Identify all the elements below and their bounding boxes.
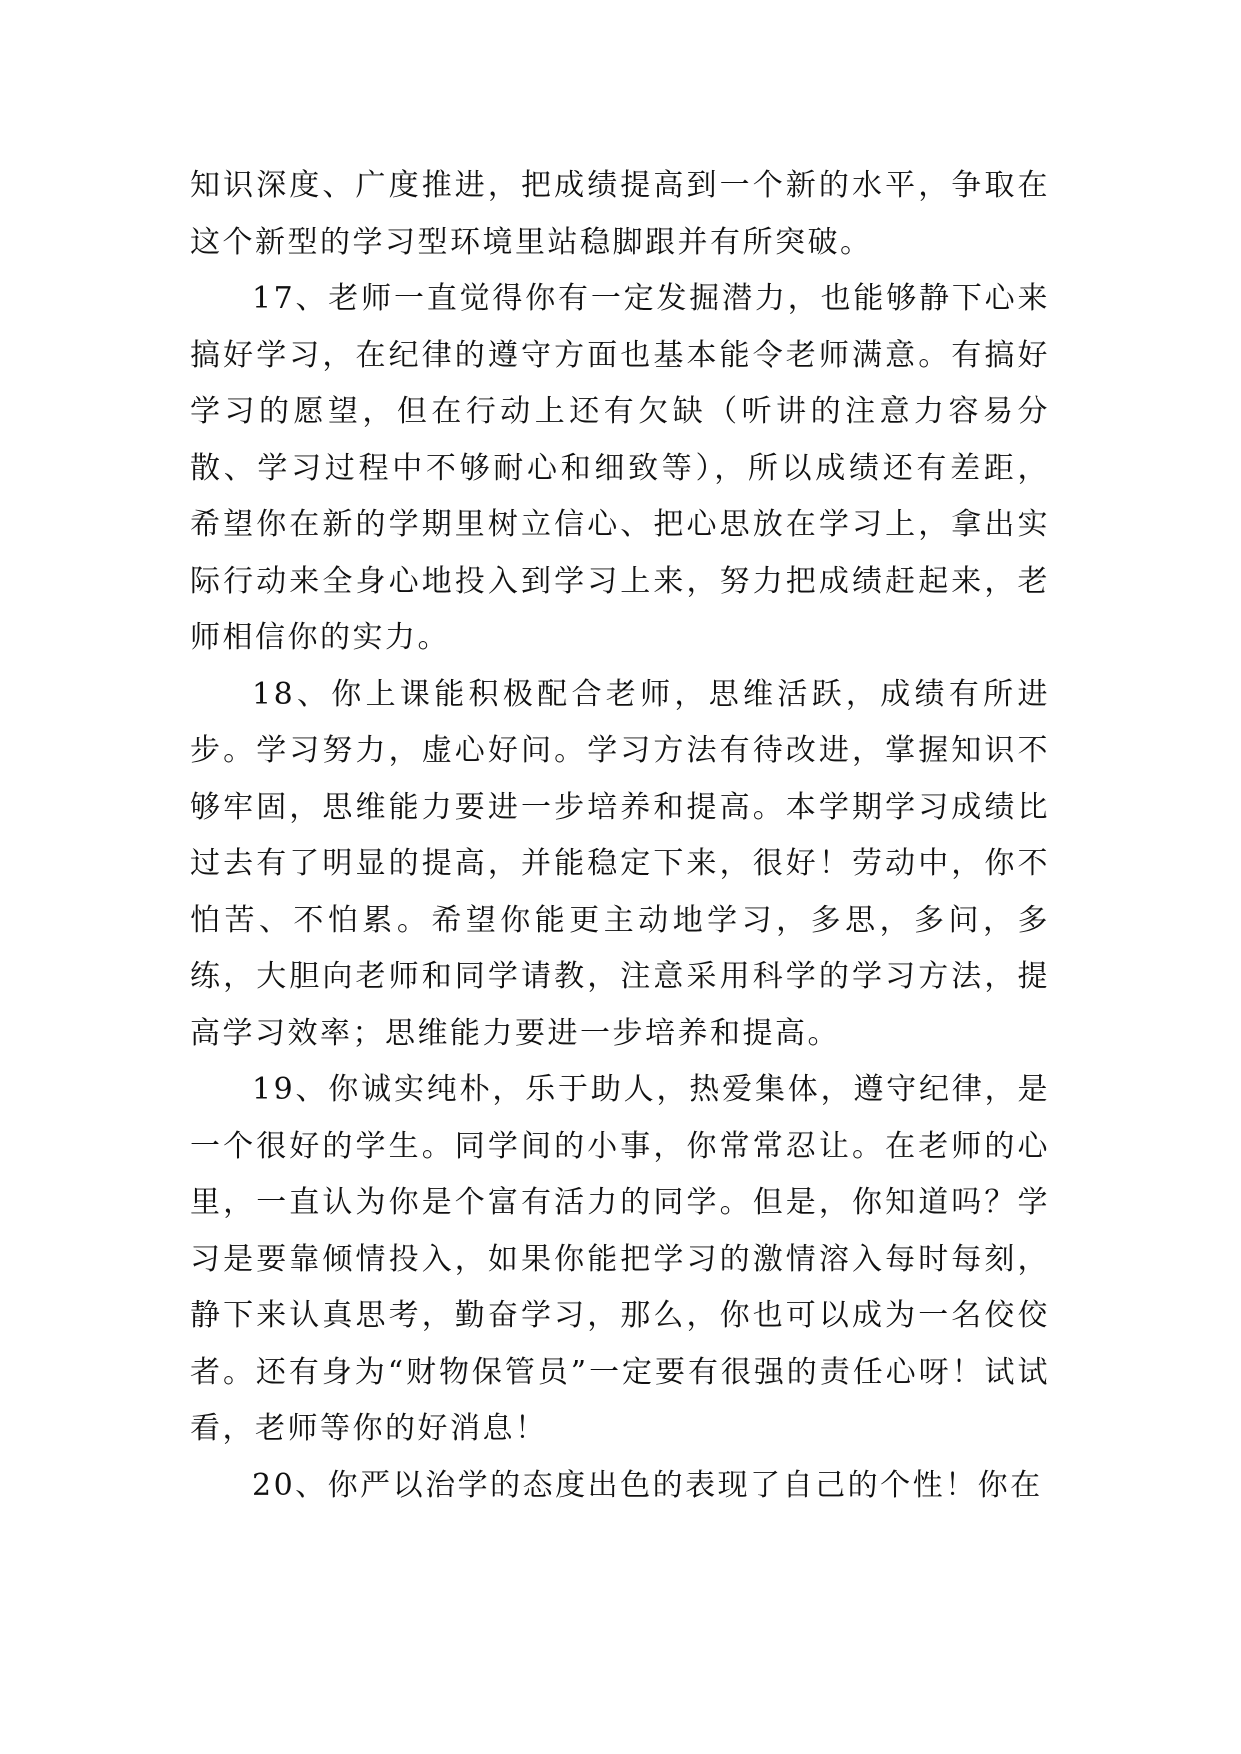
paragraph-continuation: 知识深度、广度推进，把成绩提高到一个新的水平，争取在这个新型的学习型环境里站稳脚跟并有所突破。	[190, 168, 1050, 260]
paragraph-comment-17: 17、老师一直觉得你有一定发掘潜力，也能够静下心来搞好学习，在纪律的遵守方面也基本能令老师满意。有搞好学习的愿望，但在行动上还有欠缺（听讲的注意力容易分散、学习过程中不够耐心和细致等），所以成绩还有差距，希望你在新的学期里树立信心、把心思放在学习上，拿出实际行动来全身心地投入到学习上来，努力把成绩赶起来，老师相信你的实力。	[190, 281, 1050, 655]
document-body	[190, 158, 1050, 1514]
paragraph-comment-18: 18、你上课能积极配合老师，思维活跃，成绩有所进步。学习努力，虚心好问。学习方法有待改进，掌握知识不够牢固，思维能力要进一步培养和提高。本学期学习成绩比过去有了明显的提高，并能稳定下来，很好！劳动中，你不怕苦、不怕累。希望你能更主动地学习，多思，多问，多练，大胆向老师和同学请教，注意采用科学的学习方法，提高学习效率；思维能力要进一步培养和提高。	[190, 676, 1050, 1051]
paragraph-comment-19: 19、你诚实纯朴，乐于助人，热爱集体，遵守纪律，是一个很好的学生。同学间的小事，你常常忍让。在老师的心里，一直认为你是个富有活力的同学。但是，你知道吗？学习是要靠倾情投入，如果你能把学习的激情溶入每时每刻，静下来认真思考，勤奋学习，那么，你也可以成为一名佼佼者。还有身为“财物保管员”一定要有很强的责任心呀！试试看，老师等你的好消息！	[190, 1072, 1050, 1446]
paragraph-comment-20: 20、你严以治学的态度出色的表现了自己的个性！你在	[252, 1467, 1043, 1503]
